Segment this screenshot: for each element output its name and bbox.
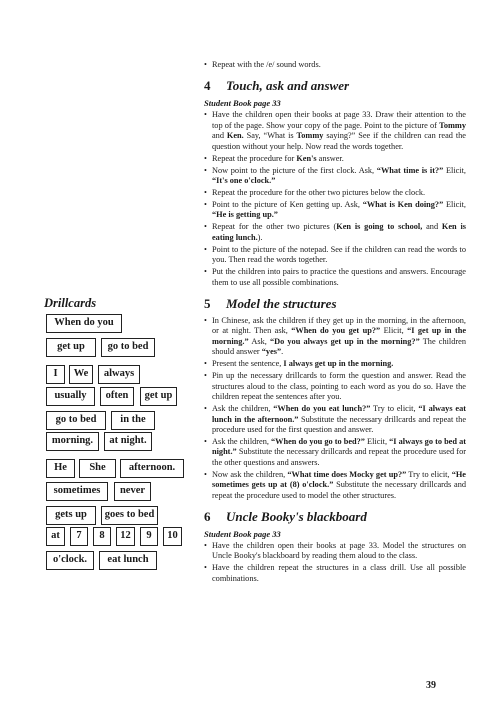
body-text: Say, “What is bbox=[243, 131, 297, 141]
emphasis-text: Tommy bbox=[296, 131, 324, 141]
emphasis-text: “He sometimes gets up at (8) o'clock.” bbox=[212, 469, 466, 490]
drillcard: He bbox=[46, 459, 75, 478]
emphasis-text: Ken's bbox=[296, 153, 317, 163]
section-title: Touch, ask and answer bbox=[226, 78, 350, 94]
drillcard: at bbox=[46, 527, 65, 546]
body-text: Have the children repeat the structures in a class drill. Use all possible combinations. bbox=[212, 563, 466, 583]
bullet-item bbox=[204, 437, 466, 468]
emphasis-text: “What is Ken doing?” bbox=[362, 200, 444, 210]
section-title: Model the structures bbox=[226, 296, 337, 312]
body-text: and bbox=[212, 131, 227, 141]
drillcard: always bbox=[98, 365, 140, 384]
body-text: Now point to the picture of the first clock. Ask, bbox=[212, 165, 377, 175]
body-text: In Chinese, ask the children if they get up in the morning, in the afternoon, or at night. Then ask, bbox=[212, 316, 466, 336]
section-number: 6 bbox=[204, 508, 211, 524]
body-text: The children should answer bbox=[212, 336, 466, 357]
body-text: Repeat the procedure for bbox=[212, 153, 297, 163]
emphasis-text: “I always go to bed at night.” bbox=[212, 436, 466, 457]
drillcard: 12 bbox=[116, 527, 135, 546]
section-heading bbox=[204, 78, 466, 94]
emphasis-text: “I always eat lunch in the afternoon.” bbox=[212, 404, 466, 424]
body-text: answer. bbox=[316, 153, 344, 163]
drillcard: go to bed bbox=[101, 338, 155, 357]
drillcard: morning. bbox=[46, 432, 99, 451]
bullet-item bbox=[204, 267, 466, 288]
bullet-item bbox=[204, 200, 466, 221]
bullet-item bbox=[204, 154, 466, 164]
bullet-item bbox=[204, 371, 466, 402]
emphasis-text: “When do you go to bed?” bbox=[271, 436, 365, 446]
body-text: Substitute the necessary drillcards and repeat the procedure used for the first question and answer. bbox=[212, 414, 466, 434]
drillcard: sometimes bbox=[46, 482, 108, 501]
drillcard: go to bed bbox=[46, 411, 106, 430]
body-text: Elicit, bbox=[380, 326, 408, 336]
body-text: Try to elicit, bbox=[370, 404, 419, 414]
bullet-item bbox=[204, 404, 466, 435]
body-text: Repeat the procedure for the other two pictures below the clock. bbox=[212, 188, 426, 198]
emphasis-text: Tommy bbox=[439, 120, 466, 130]
body-text: . bbox=[281, 347, 284, 357]
body-text: Elicit, bbox=[443, 200, 466, 210]
section-4 bbox=[204, 78, 466, 288]
emphasis-text: Ken is going to school, bbox=[336, 222, 423, 232]
bullet-item bbox=[204, 359, 466, 369]
section-subheading: Student Book page 33 bbox=[204, 98, 281, 109]
body-text: Put the children into pairs to practice the questions and answers. Encourage them to use all possible combinations. bbox=[212, 267, 466, 287]
bullet-item bbox=[204, 188, 466, 198]
lesson-column bbox=[204, 60, 466, 586]
body-text: Repeat for the other two pictures ( bbox=[212, 222, 337, 232]
drillcard: 10 bbox=[163, 527, 182, 546]
drillcard: When do you bbox=[46, 314, 122, 333]
body-text: Ask, bbox=[248, 336, 270, 346]
drillcard: in the bbox=[111, 411, 155, 430]
emphasis-text: “What time is it?” bbox=[376, 165, 444, 175]
drillcard: o'clock. bbox=[46, 551, 94, 570]
emphasis-text: “When do you get up?” bbox=[291, 326, 381, 336]
drillcard: often bbox=[100, 387, 134, 406]
drillcard: We bbox=[69, 365, 93, 384]
body-text: Substitute the necessary drillcards and repeat the procedure used for the other questions and answers. bbox=[212, 447, 466, 467]
section-heading bbox=[204, 509, 466, 525]
section-5 bbox=[204, 296, 466, 501]
drillcard: get up bbox=[140, 387, 177, 406]
drillcard: afternoon. bbox=[120, 459, 184, 478]
emphasis-text: I always get up in the morning. bbox=[283, 359, 394, 369]
emphasis-text: “It's one o'clock.” bbox=[212, 176, 276, 186]
emphasis-text: Ken. bbox=[226, 131, 244, 141]
drillcard: 9 bbox=[140, 527, 158, 546]
drillcards-heading: Drillcards bbox=[44, 296, 97, 310]
body-text: Have the children open their books at page 33. Model the structures on Uncle Booky's blackboard by reading them aloud to the class. bbox=[212, 540, 466, 561]
intro-bullet bbox=[204, 60, 466, 70]
body-text: Now ask the children, bbox=[212, 469, 288, 479]
body-text: Substitute the necessary drillcards and repeat the procedure used to model the other structures. bbox=[212, 480, 466, 500]
body-text: saying?” See if the children can read the question without your help. Now read the words together. bbox=[212, 131, 466, 151]
body-text: Point to the picture of Ken getting up. Ask, bbox=[212, 200, 363, 210]
section-heading bbox=[204, 296, 466, 312]
emphasis-text: “I get up in the morning.” bbox=[212, 326, 467, 346]
body-text: Ask the children, bbox=[212, 436, 272, 446]
bullet-item bbox=[204, 166, 466, 187]
emphasis-text: Ken is eating lunch. bbox=[212, 222, 467, 242]
bullet-item bbox=[204, 245, 466, 266]
body-text: Have the children open their books at page 33. Draw their attention to the top of the page. Show your copy of the page. Point to the picture of bbox=[212, 110, 466, 130]
emphasis-text: “What time does Mocky get up?” bbox=[287, 469, 407, 479]
drillcard: at night. bbox=[104, 432, 152, 451]
section-title: Uncle Booky's blackboard bbox=[226, 508, 367, 524]
drillcard: goes to bed bbox=[101, 506, 158, 525]
section-number: 5 bbox=[204, 296, 211, 312]
bullet-item bbox=[204, 222, 466, 243]
body-text: and bbox=[422, 222, 442, 232]
lesson-sections bbox=[204, 78, 466, 584]
bullet-item bbox=[204, 541, 466, 562]
body-text: Try to elicit, bbox=[406, 469, 452, 479]
body-text: Ask the children, bbox=[212, 404, 274, 414]
drillcard: eat lunch bbox=[99, 551, 157, 570]
body-text: Repeat with the /e/ sound words. bbox=[212, 60, 321, 69]
drillcard: She bbox=[79, 459, 116, 478]
emphasis-text: “When do you eat lunch?” bbox=[273, 404, 371, 414]
drillcard: I bbox=[46, 365, 65, 384]
bullet-item bbox=[204, 563, 466, 584]
drillcard: usually bbox=[46, 387, 95, 406]
drillcard: get up bbox=[46, 338, 96, 357]
section-6 bbox=[204, 509, 466, 584]
section-subheading: Student Book page 33 bbox=[204, 528, 281, 539]
body-text: ). bbox=[257, 232, 263, 242]
body-text: Point to the picture of the notepad. See if the children can read the words to you. Then read the words together. bbox=[212, 244, 466, 265]
emphasis-text: “Do you always get up in the morning?” bbox=[269, 336, 420, 346]
body-text: Pin up the necessary drillcards to form the question and answer. Read the structures aloud to the class, pointing to each word as you do so. Have the children repeat the sentences after you. bbox=[212, 371, 466, 402]
section-number: 4 bbox=[204, 78, 211, 94]
bullet-item bbox=[204, 470, 466, 501]
page-number: 39 bbox=[426, 680, 436, 691]
drillcard: 8 bbox=[93, 527, 111, 546]
drillcard: gets up bbox=[46, 506, 96, 525]
body-text: Elicit, bbox=[443, 165, 466, 175]
body-text: Present the sentence, bbox=[212, 359, 284, 369]
bullet-item bbox=[204, 110, 466, 152]
body-text: Elicit, bbox=[364, 436, 390, 446]
drillcard: 7 bbox=[70, 527, 88, 546]
bullet-item bbox=[204, 316, 466, 358]
emphasis-text: “yes” bbox=[261, 347, 282, 357]
emphasis-text: “He is getting up.” bbox=[212, 210, 278, 220]
drillcard: never bbox=[114, 482, 151, 501]
